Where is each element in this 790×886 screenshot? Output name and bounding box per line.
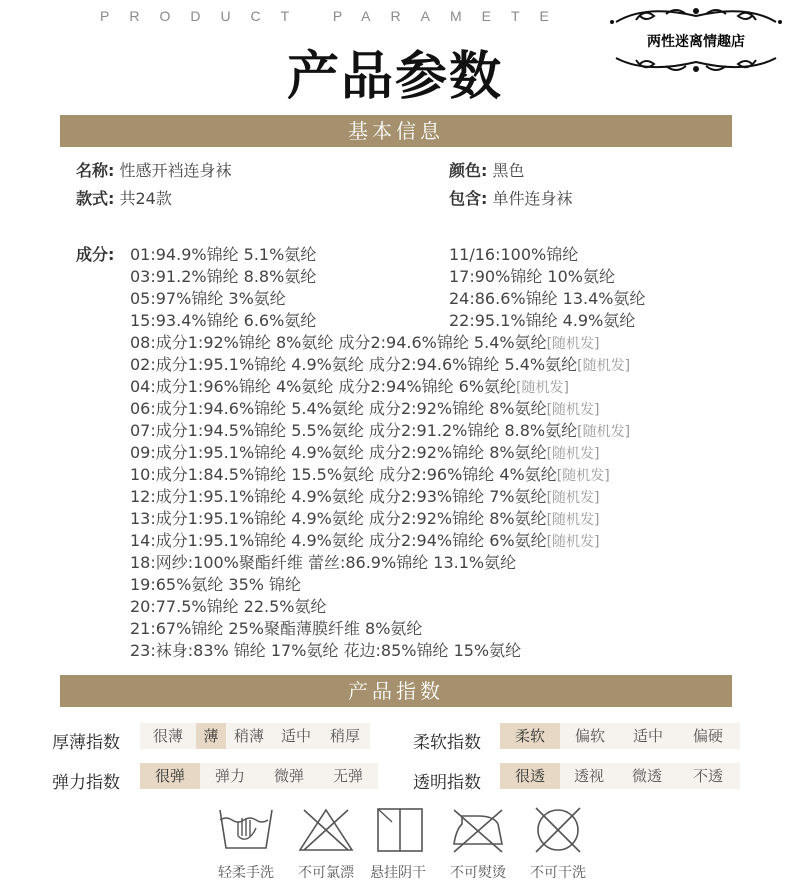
softness-scale: [500, 723, 740, 749]
hand-wash-label: 轻柔手洗: [218, 865, 274, 881]
elasticity-scale: [140, 763, 378, 789]
composition-text: 12:成分1:95.1%锦纶 4.9%氨纶 成分2:93%锦纶 7%氨纶: [130, 487, 547, 506]
elasticity-option: 弹力: [214, 767, 245, 785]
no-iron-icon: [448, 806, 508, 854]
composition-text: 10:成分1:84.5%锦纶 15.5%氨纶 成分2:96%锦纶 4%氨纶: [130, 465, 557, 484]
product-parameter-letters: PRODUCT PARAMETE: [100, 8, 569, 24]
composition-text: 14:成分1:95.1%锦纶 4.9%氨纶 成分2:94%锦纶 6%氨纶: [130, 531, 547, 550]
random-tag: [随机发]: [577, 358, 631, 374]
transparency-option: 不透: [692, 767, 723, 785]
composition-row-random: [130, 442, 600, 465]
random-tag: [随机发]: [577, 424, 631, 440]
composition-row: 22:95.1%锦纶 4.9%氨纶: [449, 311, 636, 330]
thickness-option: 很薄: [152, 727, 183, 745]
no-bleach-label: 不可氯漂: [298, 865, 354, 881]
package-key: 包含:: [449, 189, 488, 208]
random-tag: [随机发]: [546, 512, 600, 528]
section-product-index: 产品指数: [60, 675, 732, 707]
page-title: 产品参数: [286, 47, 503, 107]
random-tag: [随机发]: [546, 534, 600, 550]
package-row: [449, 188, 573, 210]
name-key: 名称:: [76, 161, 115, 180]
thickness-option: 稍薄: [233, 727, 264, 745]
softness-option: 偏硬: [692, 727, 723, 745]
composition-row-random: [130, 508, 600, 531]
no-dry-clean-label: 不可干洗: [530, 865, 586, 881]
composition-text: 06:成分1:94.6%锦纶 5.4%氨纶 成分2:92%锦纶 8%氨纶: [130, 399, 547, 418]
composition-text: 09:成分1:95.1%锦纶 4.9%氨纶 成分2:92%锦纶 8%氨纶: [130, 443, 547, 462]
ornament-top-icon: [606, 2, 786, 28]
no-dry-clean-icon: [528, 806, 588, 854]
thickness-option-selected: 薄: [196, 723, 226, 749]
softness-option-selected: 柔软: [500, 723, 560, 749]
composition-row: 15:93.4%锦纶 6.6%氨纶: [130, 311, 317, 330]
color-row: [449, 160, 525, 182]
composition-row: 19:65%氨纶 35% 锦纶: [130, 575, 302, 594]
composition-row: 20:77.5%锦纶 22.5%氨纶: [130, 597, 327, 616]
transparency-scale: [500, 763, 740, 789]
composition-row-random: [130, 530, 600, 553]
softness-option: 适中: [632, 727, 663, 745]
name-value: 性感开裆连身袜: [119, 161, 232, 180]
random-tag: [随机发]: [546, 446, 600, 462]
composition-text: 07:成分1:94.5%锦纶 5.5%氨纶 成分2:91.2%锦纶 8.8%氨纶: [130, 421, 578, 440]
elasticity-index-label: 弹力指数: [52, 773, 120, 793]
composition-row-random: [130, 398, 600, 421]
composition-row-random: [130, 464, 610, 487]
softness-index-label: 柔软指数: [413, 733, 481, 753]
composition-row: 23:袜身:83% 锦纶 17%氨纶 花边:85%锦纶 15%氨纶: [130, 641, 522, 660]
thickness-index-label: 厚薄指数: [52, 733, 120, 753]
hang-dry-label: 悬挂阴干: [370, 865, 426, 881]
composition-row: 11/16:100%锦纶: [449, 245, 579, 264]
transparency-option: 透视: [573, 767, 604, 785]
composition-row: 05:97%锦纶 3%氨纶: [130, 289, 286, 308]
composition-row: 21:67%锦纶 25%聚酯薄膜纤维 8%氨纶: [130, 619, 423, 638]
thickness-option: 稍厚: [329, 727, 360, 745]
composition-row-random: [130, 354, 630, 377]
composition-text: 08:成分1:92%锦纶 8%氨纶 成分2:94.6%锦纶 5.4%氨纶: [130, 333, 547, 352]
composition-row-random: [130, 486, 600, 509]
random-tag: [随机发]: [546, 402, 600, 418]
no-bleach-icon: [296, 806, 356, 854]
ornament-bottom-icon: [606, 52, 786, 76]
section-basic-info: 基本信息: [60, 115, 732, 147]
elasticity-option: 微弹: [273, 767, 304, 785]
random-tag: [随机发]: [516, 380, 569, 396]
composition-row-random: [130, 332, 600, 355]
composition-row: 18:网纱:100%聚酯纤维 蕾丝:86.9%锦纶 13.1%氨纶: [130, 553, 517, 572]
transparency-index-label: 透明指数: [413, 773, 481, 793]
transparency-option-selected: 很透: [500, 763, 560, 789]
thickness-scale: [140, 723, 370, 749]
transparency-option: 微透: [631, 767, 662, 785]
composition-text: 02:成分1:95.1%锦纶 4.9%氨纶 成分2:94.6%锦纶 5.4%氨纶: [130, 355, 578, 374]
composition-text: 04:成分1:96%锦纶 4%氨纶 成分2:94%锦纶 6%氨纶: [130, 377, 517, 396]
composition-row: 03:91.2%锦纶 8.8%氨纶: [130, 267, 317, 286]
color-key: 颜色:: [449, 161, 488, 180]
composition-row: 17:90%锦纶 10%氨纶: [449, 267, 615, 286]
no-iron-label: 不可熨烫: [450, 865, 506, 881]
style-value: 共24款: [119, 189, 172, 208]
composition-row: 01:94.9%锦纶 5.1%氨纶: [130, 245, 317, 264]
composition-row: 24:86.6%锦纶 13.4%氨纶: [449, 289, 646, 308]
style-row: [76, 188, 172, 210]
softness-option: 偏软: [574, 727, 605, 745]
composition-text: 13:成分1:95.1%锦纶 4.9%氨纶 成分2:92%锦纶 8%氨纶: [130, 509, 547, 528]
color-value: 黑色: [492, 161, 525, 180]
elasticity-option: 无弹: [332, 767, 363, 785]
composition-row-random: [130, 376, 569, 399]
shop-name: 两性迷离情趣店: [647, 34, 745, 50]
hang-dry-icon: [370, 806, 430, 854]
composition-row-random: [130, 420, 630, 443]
random-tag: [随机发]: [556, 468, 610, 484]
elasticity-option-selected: 很弹: [140, 763, 200, 789]
hand-wash-icon: [216, 806, 276, 854]
name-row: [76, 160, 232, 182]
shop-badge: [606, 0, 786, 76]
composition-label: 成分:: [76, 245, 115, 264]
thickness-option: 适中: [280, 727, 311, 745]
package-value: 单件连身袜: [492, 189, 573, 208]
random-tag: [随机发]: [546, 336, 600, 352]
style-key: 款式:: [76, 189, 115, 208]
random-tag: [随机发]: [546, 490, 600, 506]
